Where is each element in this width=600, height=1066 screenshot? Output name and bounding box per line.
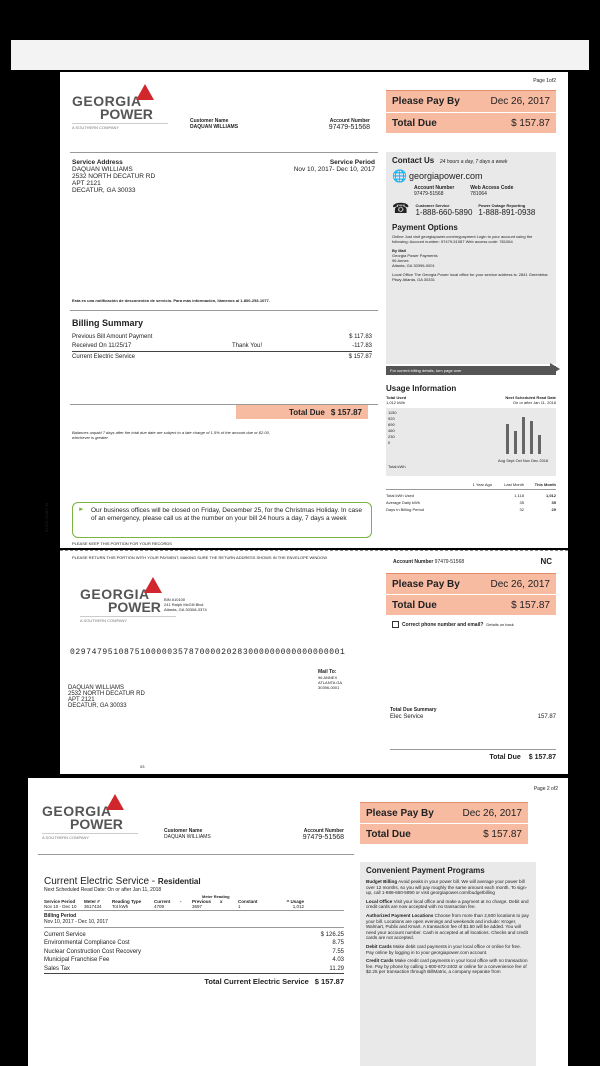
total-due-label: Total Due <box>392 117 437 129</box>
meter-header: x <box>220 899 223 904</box>
usage-row-label: Days In Billing Period <box>386 507 425 512</box>
usage-bar-nov <box>530 421 533 454</box>
customer-address-line: DAQUAN WILLIAMS <box>68 685 125 691</box>
usage-bar-aug <box>506 424 509 454</box>
service-period: Nov 10, 2017- Dec 10, 2017 <box>293 166 375 173</box>
next-read: On or after Jan 11, 2018 <box>512 400 556 405</box>
stub-pay-by-box <box>386 573 556 615</box>
y-tick: 0 <box>388 440 391 445</box>
total-used: 1,012 kWh <box>386 400 406 405</box>
stub-pay-by-label: Please Pay By <box>392 578 460 590</box>
stub-total <box>489 754 556 761</box>
meter-header: Reading Type <box>112 899 142 904</box>
billing-row-note <box>232 354 312 360</box>
usage-row-value <box>460 507 492 512</box>
usage-row-label: Average Daily kWh <box>386 500 420 505</box>
service-period-block <box>270 159 375 173</box>
stub-return-address <box>164 597 207 612</box>
customer-address-line: 2532 NORTH DECATUR RD <box>68 691 145 697</box>
program-head: Authorized Payment Locations <box>366 912 434 918</box>
stub-nc-code: NC <box>540 557 552 566</box>
total-due-amount: $ 157.87 <box>511 117 550 129</box>
customer-name: DAQUAN WILLIAMS <box>164 834 211 840</box>
contact-website[interactable]: georgiapower.com <box>408 171 483 181</box>
program-text: Make debit card payments in your local office or online for free. Pay online by logging in to your georgiapower.com account. <box>366 943 521 955</box>
meter-cell: 4709 <box>154 904 165 909</box>
page-number: Page 1of2 <box>533 78 556 84</box>
charge-amount: 7.55 <box>332 948 344 955</box>
total-due-amount: $ 157.87 <box>483 828 522 840</box>
usage-bar-dec <box>538 435 541 454</box>
stub-logo <box>80 587 176 623</box>
globe-icon: 🌐 <box>392 169 407 183</box>
payment-mail-line: Georgia Power Payments <box>392 253 438 258</box>
billing-total-amount: $ 157.87 <box>330 407 362 417</box>
program-item <box>366 913 530 941</box>
charge-row <box>44 931 344 939</box>
usage-bars <box>504 416 544 454</box>
logo-triangle-icon <box>106 794 124 810</box>
usage-row <box>386 507 556 512</box>
service-period-label: Service Period <box>329 159 375 166</box>
logo-subtitle: A SOUTHERN COMPANY <box>72 123 168 130</box>
meter-reading-label: Meter Reading <box>202 894 230 899</box>
stub-total-due-amount: $ 157.87 <box>511 599 550 611</box>
usage-panel <box>386 384 556 512</box>
billing-summary <box>72 318 372 360</box>
correct-info-checkbox[interactable] <box>392 621 399 628</box>
logo-triangle-icon <box>144 577 162 593</box>
service-address-line: DAQUAN WILLIAMS <box>72 166 133 173</box>
return-instructions: PLEASE RETURN THIS PORTION WITH YOUR PAYMENT, MAKING SURE THE RETURN ADDRESS SHOWS IN THE ENVELOPE WINDOW <box>72 555 328 560</box>
outage-phone: 1-888-891-0938 <box>478 208 536 217</box>
charge-amount: 11.29 <box>329 965 344 972</box>
usage-col-header: 1 Year Ago <box>472 482 492 487</box>
total-due-label: Total Due <box>366 828 411 840</box>
billing-row-amount: $ 157.87 <box>348 354 372 360</box>
service-address-block <box>72 159 155 194</box>
stub-total-label: Total Due <box>489 754 521 761</box>
usage-row-value: 35 <box>551 500 556 505</box>
outage-label: Power Outage Reporting <box>478 203 526 208</box>
georgia-power-logo <box>72 94 168 130</box>
charge-amount: $ 126.25 <box>320 932 344 938</box>
service-address-line: APT 2121 <box>72 180 101 187</box>
contact-account-label: Account Number <box>414 185 455 191</box>
stub-total-due-label: Total Due <box>392 599 437 611</box>
correct-info-row <box>392 621 514 628</box>
web-code-label: Web Access Code <box>470 185 514 191</box>
next-read-label: Next Scheduled Read Date <box>505 395 556 400</box>
meter-cell: 1 <box>238 904 241 909</box>
summary-row-amount: 157.87 <box>537 714 556 720</box>
payment-online-text: Online Just visit georgiapower.com/mypayment Login to your account using the following: Account number: 97479-51087 Web access code: 781064 <box>392 234 533 244</box>
charge-row <box>44 965 344 974</box>
mail-to-line: ATLANTA GA <box>318 680 343 685</box>
stub-total-amount: $ 157.87 <box>528 754 556 761</box>
billing-row-amount: -117.83 <box>352 343 372 349</box>
pay-by-box <box>360 802 528 844</box>
usage-row-value <box>460 493 492 498</box>
customer-name-block <box>164 828 211 840</box>
meter-header: Constant <box>238 899 258 904</box>
payment-stub <box>60 550 568 774</box>
usage-title: Usage Information <box>386 384 457 393</box>
program-head: Credit Cards <box>366 958 394 964</box>
meter-cell: 3697 <box>192 904 203 909</box>
program-head: Local Office <box>366 898 393 904</box>
turn-page-chevron: For current billing details, turn page over <box>386 366 556 375</box>
arrow-right-icon: ► <box>78 506 85 513</box>
pay-by-label: Please Pay By <box>392 96 460 107</box>
program-head: Debit Cards <box>366 943 392 949</box>
account-number-label: Account Number <box>329 118 370 124</box>
chevron-arrow-icon <box>550 363 560 375</box>
usage-row <box>386 500 556 505</box>
program-text: Avoid peaks in your power bill. We will average your power bill over 12 months, so you will pay roughly the same amount each month. To sign-up, call 1-888-660-5890 or visit georgiapower.com/budgetbilling <box>366 879 528 896</box>
customer-service-label: Customer Service <box>415 203 450 208</box>
payment-options-title: Payment Options <box>392 223 458 232</box>
y-tick: 1150 <box>388 410 397 415</box>
billing-row-amount: $ 117.83 <box>349 334 372 340</box>
meter-cell <box>220 904 238 909</box>
program-text: Choose from more than 2,600 locations to pay your bill. Locations are open evenings and weekends and include: Kroger, Walmart, Publix and Kmart. A transaction fee of $1.50 will be added. You will need your account number. Cash is accepted at all locations. Checks and credit cards are not accepted. <box>366 912 529 941</box>
phone-icon: ☎ <box>392 200 410 216</box>
programs-title: Convenient Payment Programs <box>366 866 485 875</box>
charge-label: Current Service <box>44 932 86 938</box>
y-tick: 690 <box>388 422 395 427</box>
billing-row <box>72 354 372 360</box>
billing-row-label: Current Electric Service <box>72 354 136 360</box>
billing-row-note: Thank You! <box>232 343 263 349</box>
stub-pay-by-date: Dec 26, 2017 <box>490 578 550 590</box>
meter-cell: Nov 10 - Dec 10 <box>44 904 77 909</box>
charge-row <box>44 956 344 964</box>
total-ces-label: Total Current Electric Service <box>204 977 309 987</box>
billing-total-due <box>236 405 368 419</box>
customer-address-line: DECATUR, GA 30033 <box>68 703 127 709</box>
usage-y-ticks <box>388 410 397 446</box>
meter-row <box>44 904 344 911</box>
mail-to-line: 30396-0001 <box>318 685 340 690</box>
bill-page-1 <box>44 72 568 548</box>
stub-account-number: 97479-51568 <box>434 559 465 565</box>
payment-mail-line: Atlanta, GA 30396-0001 <box>392 263 435 268</box>
correct-info-label: Correct phone number and email? <box>402 621 484 628</box>
program-text: Visit your local office and make a payment at no charge. Debit and credit cards are now accepted with no transaction fee. <box>366 898 529 910</box>
y-tick: 230 <box>388 434 395 439</box>
spanish-notice: Esta es una notificación de desconexión de servicio. Para más información, llámenos al 1-800-253-1077. <box>72 298 270 303</box>
customer-name-block <box>190 118 238 130</box>
contact-account: 97479-51568 <box>414 191 444 197</box>
billing-period-label: Billing Period <box>44 913 77 919</box>
total-due-summary <box>390 707 556 720</box>
billing-period: Nov 10, 2017 - Dec 10, 2017 <box>44 919 344 928</box>
georgia-power-logo <box>42 804 138 840</box>
charges-list <box>44 931 344 974</box>
meter-header: - <box>180 899 182 904</box>
usage-row-value: 1,118 <box>514 493 524 498</box>
service-address-line: 2532 NORTH DECATUR RD <box>72 173 156 180</box>
billing-row <box>72 343 372 352</box>
charge-row <box>44 939 344 947</box>
holiday-notice-box <box>72 502 372 538</box>
account-number: 97479-51568 <box>302 834 344 841</box>
charge-label: Municipal Franchise Fee <box>44 957 110 964</box>
return-address-line: 241 Ralph McGill Blvd <box>164 602 204 607</box>
side-code: 97479-51087 03 <box>44 502 49 532</box>
account-number-block <box>300 118 370 131</box>
account-number-label: Account Number <box>303 828 344 834</box>
stub-account-label: Account Number <box>393 559 434 565</box>
payment-local-text: Local Office The Georgia Power local office for your service address is: 2841 Greenbriar Pkwy Atlanta, GA 30331 <box>392 272 548 282</box>
late-charge-notice: Balances unpaid 7 days after the total due date are subject to a late charge of 1.5% of the amount due or $2.00, whichever is greater. <box>72 430 270 440</box>
account-number: 97479-51568 <box>328 124 370 131</box>
meter-cell <box>180 904 192 909</box>
customer-name-label: Customer Name <box>190 118 229 124</box>
charge-amount: 8.75 <box>332 940 344 947</box>
program-text: Make credit card payments in your local office with no transaction fee. Pay by phone by calling 1-800-672-2402 or online for a convenience fee of $2.25 per transaction through BillMatrix, a company separate from <box>366 958 528 975</box>
billing-row-note <box>232 334 312 340</box>
ces-next-read: Next Scheduled Read Date: On or after Jan 11, 2018 <box>44 887 162 893</box>
meter-header: Meter # <box>84 899 100 904</box>
usage-row-value: 35 <box>519 500 524 505</box>
usage-bar-sept <box>514 431 517 454</box>
customer-name: DAQUAN WILLIAMS <box>190 124 239 130</box>
total-ces <box>44 977 344 986</box>
logo-word-georgia: GEORGIA <box>42 803 112 819</box>
billing-row-label: Received On 11/25/17 <box>72 343 132 349</box>
customer-service-phone: 1-888-660-5890 <box>415 208 473 217</box>
meter-header: = Usage <box>286 899 304 904</box>
y-tick: 920 <box>388 416 395 421</box>
summary-row-label: Elec Service <box>390 714 424 720</box>
program-item <box>366 899 530 910</box>
stub-footer-code: 03 <box>140 764 145 769</box>
pay-by-date: Dec 26, 2017 <box>462 807 522 819</box>
return-address-line: Atlanta, GA 30308-3374 <box>164 607 207 612</box>
logo-subtitle: A SOUTHERN COMPANY <box>80 616 176 623</box>
usage-x-label: Aug Sept Oct Nov Dec 2016 <box>498 458 549 463</box>
pay-by-date: Dec 26, 2017 <box>490 96 550 107</box>
contact-hours: 24 hours a day, 7 days a week <box>439 159 508 165</box>
logo-triangle-icon <box>136 84 154 100</box>
usage-row-value: 1,012 <box>545 493 556 498</box>
usage-y-label: Total kWh <box>388 464 406 469</box>
total-ces-amount: $ 157.87 <box>314 977 344 987</box>
charge-label: Sales Tax <box>44 965 70 972</box>
billing-row <box>72 334 372 340</box>
logo-word-power: POWER <box>100 106 153 122</box>
usage-col-header: This Month <box>534 482 556 487</box>
usage-col-header: Last Month <box>504 482 524 487</box>
logo-word-georgia: GEORGIA <box>72 93 142 109</box>
ocr-scanline: 029747951087510000035787000020283000000000000000001 <box>70 648 346 657</box>
contact-panel <box>386 152 556 364</box>
meter-cell: 3617434 <box>84 904 102 909</box>
details-on-back: Details on back <box>486 622 514 627</box>
stub-customer-address <box>68 685 145 709</box>
meter-cell: 1,012 <box>292 904 304 909</box>
payment-mail-title: By Mail <box>392 248 407 253</box>
holiday-notice: Our business offices will be closed on Friday, December 25, for the Christmas Holiday. In case of an emergency, please call us at the number on your bill 24 hours a day, 7 days a week <box>91 507 362 522</box>
charge-label: Environmental Compliance Cost <box>44 940 130 947</box>
program-item <box>366 944 530 955</box>
customer-address-line: APT 2121 <box>68 697 95 703</box>
return-address-line: BIN #10100 <box>164 597 186 602</box>
mail-to-label: Mail To: <box>318 669 337 675</box>
account-number-block <box>278 828 344 841</box>
usage-row-value <box>460 500 492 505</box>
current-electric-service <box>44 876 344 986</box>
page-number: Page 2 of2 <box>533 786 558 792</box>
usage-row-label: Total kWh Used <box>386 493 415 498</box>
usage-row-value: 32 <box>519 507 524 512</box>
bill-page-2 <box>28 778 568 1066</box>
ces-title: Current Electric Service - <box>44 876 156 887</box>
program-item <box>366 958 530 975</box>
contact-title: Contact Us <box>392 156 435 165</box>
mail-to-block <box>318 669 342 690</box>
customer-name-label: Customer Name <box>164 828 203 834</box>
program-head: Budget Billing <box>366 879 398 884</box>
web-code: 781064 <box>470 191 487 197</box>
payment-programs-panel <box>360 862 536 1066</box>
usage-bar-oct <box>522 417 525 454</box>
meter-header: Service Period <box>44 899 76 904</box>
total-used-label: Total Used <box>386 395 407 400</box>
billing-summary-title: Billing Summary <box>72 318 144 328</box>
logo-subtitle: A SOUTHERN COMPANY <box>42 833 138 840</box>
stub-account <box>393 559 464 565</box>
usage-col-headers <box>386 482 556 487</box>
pay-by-box <box>386 90 556 134</box>
billing-row-label: Previous Bill Amount Payment <box>72 334 153 340</box>
charge-amount: 4.03 <box>332 957 344 964</box>
y-tick: 460 <box>388 428 395 433</box>
usage-chart <box>386 408 556 476</box>
usage-row <box>386 493 556 498</box>
logo-word-georgia: GEORGIA <box>80 586 150 602</box>
pay-by-label: Please Pay By <box>366 807 434 819</box>
service-address-label: Service Address <box>72 159 123 166</box>
mail-to-line: 96 ANNEX <box>318 675 338 680</box>
meter-cell: Tot kWh <box>112 904 129 909</box>
charge-row <box>44 948 344 956</box>
app-top-bar <box>11 40 589 70</box>
service-address-line: DECATUR, GA 30033 <box>72 187 136 194</box>
logo-word-power: POWER <box>70 816 123 832</box>
billing-total-label: Total Due <box>289 407 325 417</box>
logo-word-power: POWER <box>108 599 161 615</box>
meter-header: Previous <box>192 899 212 904</box>
ces-subtitle: Residential <box>157 877 201 886</box>
usage-row-value: 29 <box>551 507 556 512</box>
payment-mail-line: 96 Annex <box>392 258 409 263</box>
charge-label: Nuclear Construction Cost Recovery <box>44 948 142 955</box>
keep-portion-text: PLEASE KEEP THIS PORTION FOR YOUR RECORDS <box>72 541 172 546</box>
program-item <box>366 879 530 896</box>
summary-title: Total Due Summary <box>390 707 437 713</box>
meter-header: Current <box>154 899 171 904</box>
